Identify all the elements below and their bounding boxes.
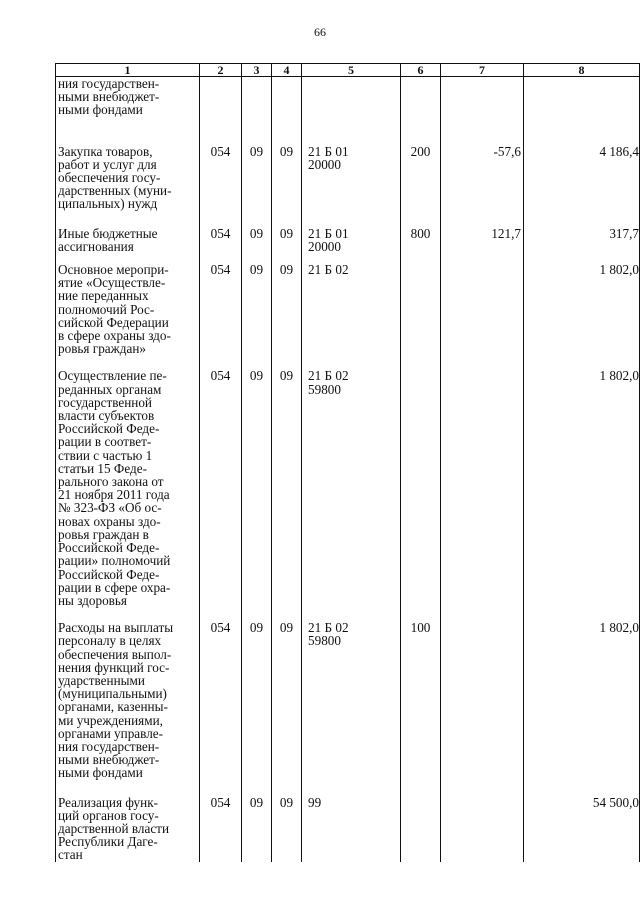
row-subsection-code: 09 xyxy=(272,145,302,227)
row-change-amount: 121,7 xyxy=(441,227,524,263)
row-total-amount: 54 500,0 xyxy=(524,796,640,862)
row-name: ния государствен- ными внебюджет- ными фондами xyxy=(56,77,200,145)
row-total-amount: 4 186,4 xyxy=(524,145,640,227)
row-expense-type: 200 xyxy=(401,145,441,227)
row-section-code: 09 xyxy=(242,145,272,227)
row-total-amount: 1 802,0 xyxy=(524,369,640,621)
row-change-amount xyxy=(441,369,524,621)
row-section-code xyxy=(242,77,272,145)
row-expense-type xyxy=(401,263,441,369)
row-name: Иные бюджетные ассигнования xyxy=(56,227,200,263)
row-subsection-code: 09 xyxy=(272,369,302,621)
table-row xyxy=(56,621,640,795)
header-col-1: 1 xyxy=(56,64,200,77)
row-subsection-code: 09 xyxy=(272,621,302,795)
row-name: Расходы на выплаты персоналу в целях обеспечения выпол- нения функций гос- ударственными (муниципальными) органами, казенны- ми учреждениями, органами управле- ния государствен- ными внебюджет- ными фондами xyxy=(56,621,200,795)
row-name: Основное меропри- ятие «Осуществле- ние переданных полномочий Рос- сийской Федерации в сфере охраны здо- ровья граждан» xyxy=(56,263,200,369)
row-ved-code: 054 xyxy=(200,263,242,369)
row-target-article: 21 Б 01 20000 xyxy=(302,227,401,263)
row-name: Осуществление пе- реданных органам государственной власти субъектов Российской Феде- рации в соответ- ствии с частью 1 статьи 15 Феде- рального закона от 21 ноября 2011 года № 323-ФЗ «Об ос- новах охраны здо- ровья граждан в Российской Феде- рации» полномочий Российской Феде- рации в сфере охра- ны здоровья xyxy=(56,369,200,621)
header-col-6: 6 xyxy=(401,64,441,77)
header-col-2: 2 xyxy=(200,64,242,77)
row-expense-type xyxy=(401,369,441,621)
row-change-amount xyxy=(441,621,524,795)
header-col-7: 7 xyxy=(441,64,524,77)
row-subsection-code: 09 xyxy=(272,227,302,263)
table-row xyxy=(56,796,640,862)
row-ved-code: 054 xyxy=(200,145,242,227)
table-body xyxy=(56,77,640,862)
table-row xyxy=(56,227,640,263)
row-change-amount xyxy=(441,77,524,145)
row-ved-code: 054 xyxy=(200,621,242,795)
row-total-amount: 1 802,0 xyxy=(524,263,640,369)
row-name: Реализация функ- ций органов госу- дарственной власти Республики Даге- стан xyxy=(56,796,200,862)
header-row xyxy=(56,64,640,77)
row-expense-type xyxy=(401,796,441,862)
row-target-article: 21 Б 02 xyxy=(302,263,401,369)
row-section-code: 09 xyxy=(242,621,272,795)
row-target-article: 21 Б 01 20000 xyxy=(302,145,401,227)
row-expense-type: 100 xyxy=(401,621,441,795)
table-row xyxy=(56,263,640,369)
row-target-article: 21 Б 02 59800 xyxy=(302,621,401,795)
budget-table-container xyxy=(55,63,639,862)
row-total-amount: 1 802,0 xyxy=(524,621,640,795)
header-col-4: 4 xyxy=(272,64,302,77)
row-target-article xyxy=(302,77,401,145)
row-target-article: 99 xyxy=(302,796,401,862)
page-number: 66 xyxy=(314,25,326,39)
row-total-amount: 317,7 xyxy=(524,227,640,263)
row-expense-type: 800 xyxy=(401,227,441,263)
row-total-amount xyxy=(524,77,640,145)
row-name: Закупка товаров, работ и услуг для обеспечения госу- дарственных (муни- ципальных) нужд xyxy=(56,145,200,227)
row-subsection-code: 09 xyxy=(272,263,302,369)
row-ved-code: 054 xyxy=(200,796,242,862)
header-col-5: 5 xyxy=(302,64,401,77)
row-change-amount xyxy=(441,263,524,369)
row-subsection-code xyxy=(272,77,302,145)
row-section-code: 09 xyxy=(242,369,272,621)
row-ved-code xyxy=(200,77,242,145)
row-change-amount xyxy=(441,796,524,862)
row-expense-type xyxy=(401,77,441,145)
row-section-code: 09 xyxy=(242,227,272,263)
header-col-8: 8 xyxy=(524,64,640,77)
header-col-3: 3 xyxy=(242,64,272,77)
row-target-article: 21 Б 02 59800 xyxy=(302,369,401,621)
row-ved-code: 054 xyxy=(200,369,242,621)
row-ved-code: 054 xyxy=(200,227,242,263)
table-row xyxy=(56,369,640,621)
row-section-code: 09 xyxy=(242,796,272,862)
row-subsection-code: 09 xyxy=(272,796,302,862)
table-row xyxy=(56,145,640,227)
budget-table xyxy=(55,63,640,862)
table-row xyxy=(56,77,640,145)
row-section-code: 09 xyxy=(242,263,272,369)
row-change-amount: -57,6 xyxy=(441,145,524,227)
